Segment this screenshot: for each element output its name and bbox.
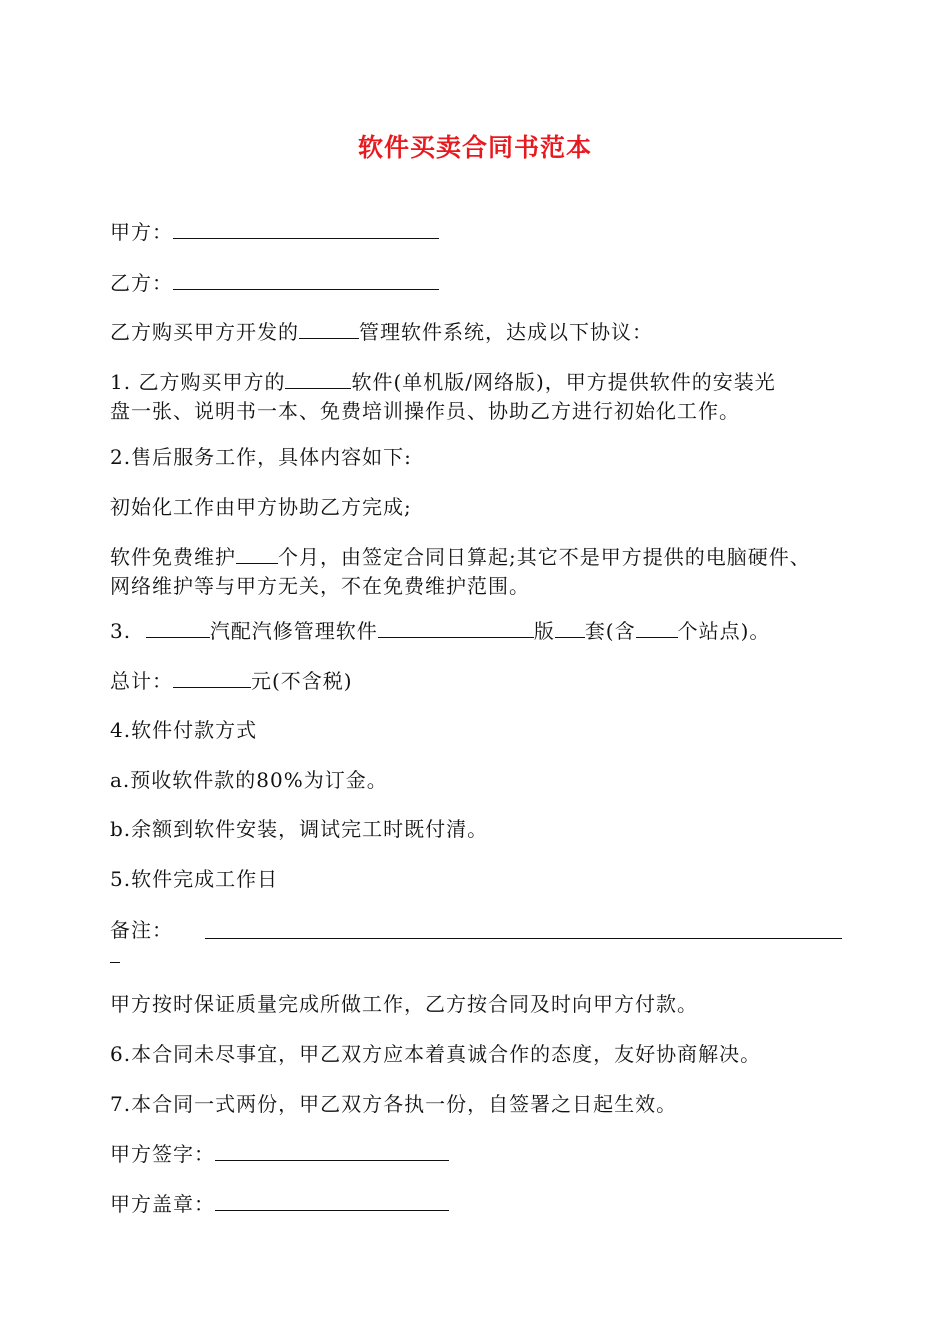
item1-text-b: 软件(单机版/网络版)，甲方提供软件的安装光: [351, 370, 776, 394]
item3-text-b: 汽配汽修管理软件: [209, 619, 378, 643]
total-blank: [173, 669, 251, 688]
intro-blank: [299, 320, 359, 339]
item5-heading: 5.软件完成工作日: [110, 867, 279, 891]
party-a-signature-label: 甲方签字：: [110, 1142, 215, 1166]
party-b-label: 乙方：: [110, 271, 173, 295]
party-b-blank: [173, 271, 439, 290]
item3-text-c: 版: [533, 619, 555, 643]
item3-blank-4: [636, 619, 678, 638]
total-label: 总计：: [110, 669, 173, 693]
item3-text-d: 套(含: [584, 619, 636, 643]
guarantee-paragraph: 甲方按时保证质量完成所做工作，乙方按合同及时向甲方付款。: [110, 992, 698, 1016]
item2-heading: 2.售后服务工作，具体内容如下:: [110, 445, 412, 469]
payment-b: b.余额到软件安装，调试完工时既付清。: [110, 817, 489, 841]
total-unit: 元(不含税): [251, 669, 353, 693]
party-a-seal-blank: [215, 1192, 449, 1211]
maintenance-months-blank: [236, 545, 278, 564]
item7-paragraph: 7.本合同一式两份，甲乙双方各执一份，自签署之日起生效。: [110, 1092, 678, 1116]
intro-text-a: 乙方购买甲方开发的: [110, 320, 299, 344]
note-blank-tail: [110, 962, 120, 963]
party-a-seal-label: 甲方盖章：: [110, 1192, 215, 1216]
maintenance-text-a: 软件免费维护: [110, 545, 236, 569]
party-a-signature-line: [110, 1140, 850, 1169]
party-b-line: [110, 269, 850, 298]
maintenance-text-line2: 网络维护等与甲方无关，不在免费维护范围。: [110, 574, 530, 598]
item3-blank-1: [146, 619, 210, 638]
party-a-signature-blank: [215, 1142, 449, 1161]
party-a-blank: [173, 220, 439, 239]
item1-text-line2: 盘一张、说明书一本、免费培训操作员、协助乙方进行初始化工作。: [110, 399, 740, 423]
maintenance-text-b: 个月，由签定合同日算起;其它不是甲方提供的电脑硬件、: [278, 545, 811, 569]
item6-paragraph: 6.本合同未尽事宜，甲乙双方应本着真诚合作的态度，友好协商解决。: [110, 1042, 762, 1066]
total-line: [110, 667, 850, 696]
item3-paragraph: [110, 617, 850, 646]
payment-a: a.预收软件款的80%为订金。: [110, 768, 388, 792]
note-blank-line: [205, 938, 842, 939]
party-a-seal-line: [110, 1190, 850, 1219]
note-label: 备注：: [110, 918, 173, 942]
party-a-line: [110, 218, 850, 247]
item3-blank-3: [555, 619, 585, 638]
party-a-label: 甲方：: [110, 220, 173, 244]
item1-blank: [285, 370, 351, 389]
intro-text-b: 管理软件系统，达成以下协议：: [359, 320, 653, 344]
item1-text-a: 1. 乙方购买甲方的: [110, 370, 286, 394]
item3-text-e: 个站点)。: [677, 619, 771, 643]
item4-heading: 4.软件付款方式: [110, 718, 258, 742]
item3-number: 3.: [110, 619, 132, 643]
intro-paragraph: [110, 318, 850, 347]
init-paragraph: 初始化工作由甲方协助乙方完成;: [110, 495, 412, 519]
item3-blank-2: [378, 619, 534, 638]
maintenance-paragraph: [110, 543, 850, 601]
item1-paragraph: [110, 368, 850, 426]
document-title: 软件买卖合同书范本: [357, 133, 592, 162]
